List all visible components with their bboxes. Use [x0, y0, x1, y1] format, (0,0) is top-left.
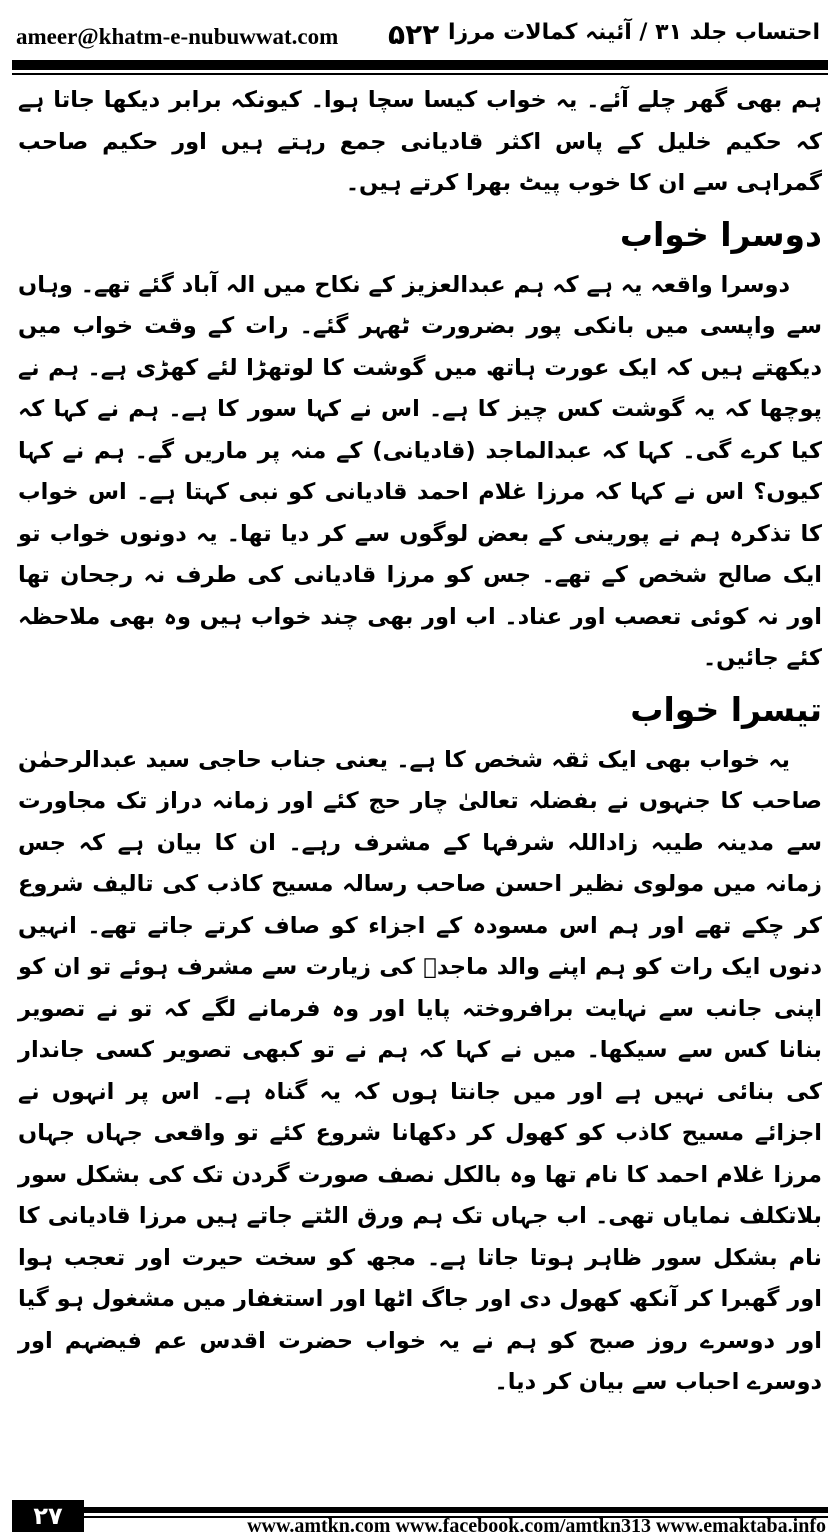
- header-rule-thin: [12, 73, 828, 75]
- footer-page-number: ۲۷: [12, 1500, 84, 1532]
- second-dream-paragraph: دوسرا واقعہ یہ ہے کہ ہم عبدالعزیز کے نکاح میں الہ آباد گئے تھے۔ وہاں سے واپسی میں بانکی پور بضرورت ٹھہر گئے۔ رات کے وقت خواب میں دیکھتے ہیں کہ ایک عورت ہاتھ میں گوشت کا لوتھڑا لئے کھڑی ہے۔ ہم نے پوچھا کہ یہ گوشت کس چیز کا ہے۔ اس نے کہا سور کا ہے۔ ہم نے کہا کہ کیا کرے گی۔ کہا کہ عبدالماجد (قادیانی) کے منہ پر ماریں گے۔ ہم نے کہا کیوں؟ اس نے کہا کہ مرزا غلام احمد قادیانی کو نبی کہتا ہے۔ اس خواب کا تذکرہ ہم نے پورینی کے بعض لوگوں سے کر دیا تھا۔ یہ دونوں خواب تو ایک صالح شخص کے تھے۔ جس کو مرزا قادیانی کی طرف نہ رجحان تھا اور نہ کوئی تعصب اور عناد۔ اب اور بھی چند خواب ہیں وہ بھی ملاحظہ کئے جائیں۔: [18, 271, 822, 671]
- intro-paragraph: ہم بھی گھر چلے آئے۔ یہ خواب کیسا سچا ہوا۔ کیونکہ برابر دیکھا جاتا ہے کہ حکیم خلیل کے پاس اکثر قادیانی جمع رہتے ہیں اور حکیم صاحب گمراہی سے ان کا خوب پیٹ بھرا کرتے ہیں۔: [18, 87, 822, 196]
- header-rule-thick: [12, 60, 828, 70]
- footer-rule-thick: [12, 1507, 828, 1513]
- header-book-title: احتساب جلد ۳۱ / آئینہ کمالات مرزا: [448, 20, 820, 45]
- third-dream-paragraph: یہ خواب بھی ایک ثقہ شخص کا ہے۔ یعنی جناب حاجی سید عبدالرحمٰن صاحب کا جنہوں نے بفضلہ تعالیٰ چار حج کئے اور زمانہ دراز تک مجاورت سے مدینہ طیبہ زاداللہ شرفہا کے مشرف رہے۔ ان کا بیان ہے کہ جس زمانہ میں مولوی نظیر احسن صاحب رسالہ مسیح کاذب کی تالیف شروع کر چکے تھے اور ہم اس مسودہ کے اجزاء کو صاف کرتے جاتے تھے۔ انہیں دنوں ایک رات کو ہم اپنے والد ماجدؒ کی زیارت سے مشرف ہوئے تو ان کو اپنی جانب سے نہایت برافروختہ پایا اور وہ فرمانے لگے کہ تو نے تصویر بنانا کس سے سیکھا۔ میں نے کہا کہ ہم نے تو کبھی تصویر کسی جاندار کی بنائی نہیں ہے اور میں جانتا ہوں کہ یہ گناہ ہے۔ اس پر انہوں نے اجزائے مسیح کاذب کو کھول کر دکھانا شروع کئے تو واقعی جہاں جہاں مرزا غلام احمد کا نام تھا وہ بالکل نصف صورت گردن تک کی بشکل سور بلاتکلف نمایاں تھی۔ اب جہاں تک ہم ورق الٹتے جاتے ہیں مرزا قادیانی کا نام بشکل سور ظاہر ہوتا جاتا ہے۔ مجھ کو سخت حیرت اور تعجب ہوا اور گھبرا کر آنکھ کھول دی اور جاگ اٹھا اور استغفار میں مشغول ہو گیا اور دوسرے روز صبح کو ہم نے یہ خواب حضرت اقدس عم فیضہم اور دوسرے احباب سے بیان کر دیا۔: [18, 746, 822, 1395]
- header-page-number: ۵۲۲: [388, 18, 440, 51]
- heading-third-dream: تیسرا خواب: [630, 689, 822, 729]
- footer-urls: www.amtkn.com www.facebook.com/amtkn313 www.emaktaba.info: [247, 1515, 826, 1537]
- page-header: [16, 8, 824, 68]
- heading-second-dream: دوسرا خواب: [619, 214, 822, 254]
- page-body: [18, 80, 822, 1404]
- header-email: ameer@khatm-e-nubuwwat.com: [16, 24, 339, 49]
